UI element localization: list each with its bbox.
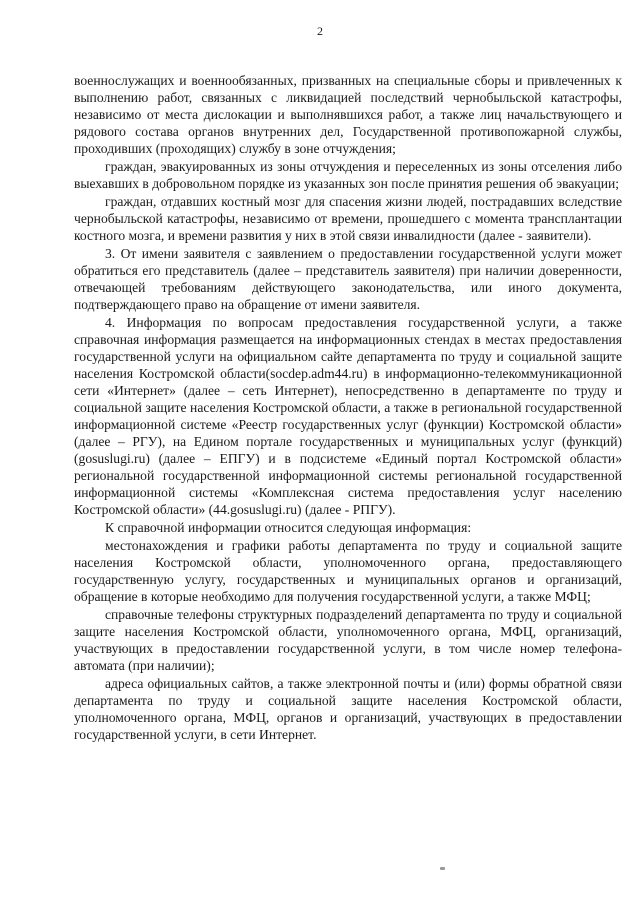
- paragraph-item-4: 4. Информация по вопросам предоставления государственной услуги, а также справочная информация размещается на информационных стендах в местах предоставления государственной услуги на официальном сайте департамента по труду и социальной защите населения Костромской области(socdep.adm44.ru) в информационно-телекоммуникационной сети «Интернет» (далее – сеть Интернет), непосредственно в департаменте по труду и социальной защите населения Костромской области, а также в региональной государственной информационной системе «Реестр государственных услуг (функции) Костромской области» (далее – РГУ), на Едином портале государственных и муниципальных услуг (функций) (gosuslugi.ru) (далее – ЕПГУ) и в подсистеме «Единый портал Костромской области» региональной государственной информационной системы региональной государственной информационной системы «Комплексная система предоставления услуг населению Костромской области» (44.gosuslugi.ru) (далее - РПГУ).: [74, 315, 622, 517]
- paragraph-continuation: военнослужащих и военнообязанных, призванных на специальные сборы и привлеченных к выполнению работ, связанных с ликвидацией последствий чернобыльской катастрофы, независимо от места дислокации и выполнявшихся работ, а также лиц начальствующего и рядового состава органов внутренних дел, Государственной противопожарной службы, проходивших (проходящих) службу в зоне отчуждения;: [74, 73, 622, 156]
- paragraph-reference-info-intro: К справочной информации относится следующая информация:: [105, 520, 472, 535]
- scan-speck: [440, 867, 445, 870]
- document-body: [74, 72, 622, 744]
- paragraph-bone-marrow-donors: граждан, отдавших костный мозг для спасения жизни людей, пострадавших вследствие чернобыльской катастрофы, независимо от времени, прошедшего с момента трансплантации костного мозга, и времени развития у них в этой связи инвалидности (далее - заявители).: [74, 194, 622, 243]
- paragraph-official-sites: адреса официальных сайтов, а также электронной почты и (или) формы обратной связи департамента по труду и социальной защите населения Костромской области, уполномоченного органа, МФЦ, органов и организаций, участвующих в предоставлении государственной услуги, в сети Интернет.: [74, 676, 622, 742]
- paragraph-reference-phones: справочные телефоны структурных подразделений департамента по труду и социальной защите населения Костромской области, уполномоченного органа, МФЦ, организаций, участвующих в предоставлении государственной услуги, в том числе номер телефона-автомата (при наличии);: [74, 607, 622, 673]
- paragraph-locations-schedules: местонахождения и графики работы департамента по труду и социальной защите населения Костромской области, уполномоченного органа, предоставляющего государственную услугу, государственных и муниципальных органов и организаций, обращение в которые необходимо для получения государственной услуги, а также МФЦ;: [74, 538, 622, 604]
- paragraph-item-3: 3. От имени заявителя с заявлением о предоставлении государственной услуги может обратиться его представитель (далее – представитель заявителя) при наличии доверенности, отвечающей требованиям действующего законодательства, или иного документа, подтверждающего право на обращение от имени заявителя.: [74, 246, 622, 312]
- page-number: 2: [317, 24, 323, 38]
- paragraph-evacuated-citizens: граждан, эвакуированных из зоны отчуждения и переселенных из зоны отселения либо выехавших в добровольном порядке из указанных зон после принятия решения об эвакуации;: [74, 159, 622, 191]
